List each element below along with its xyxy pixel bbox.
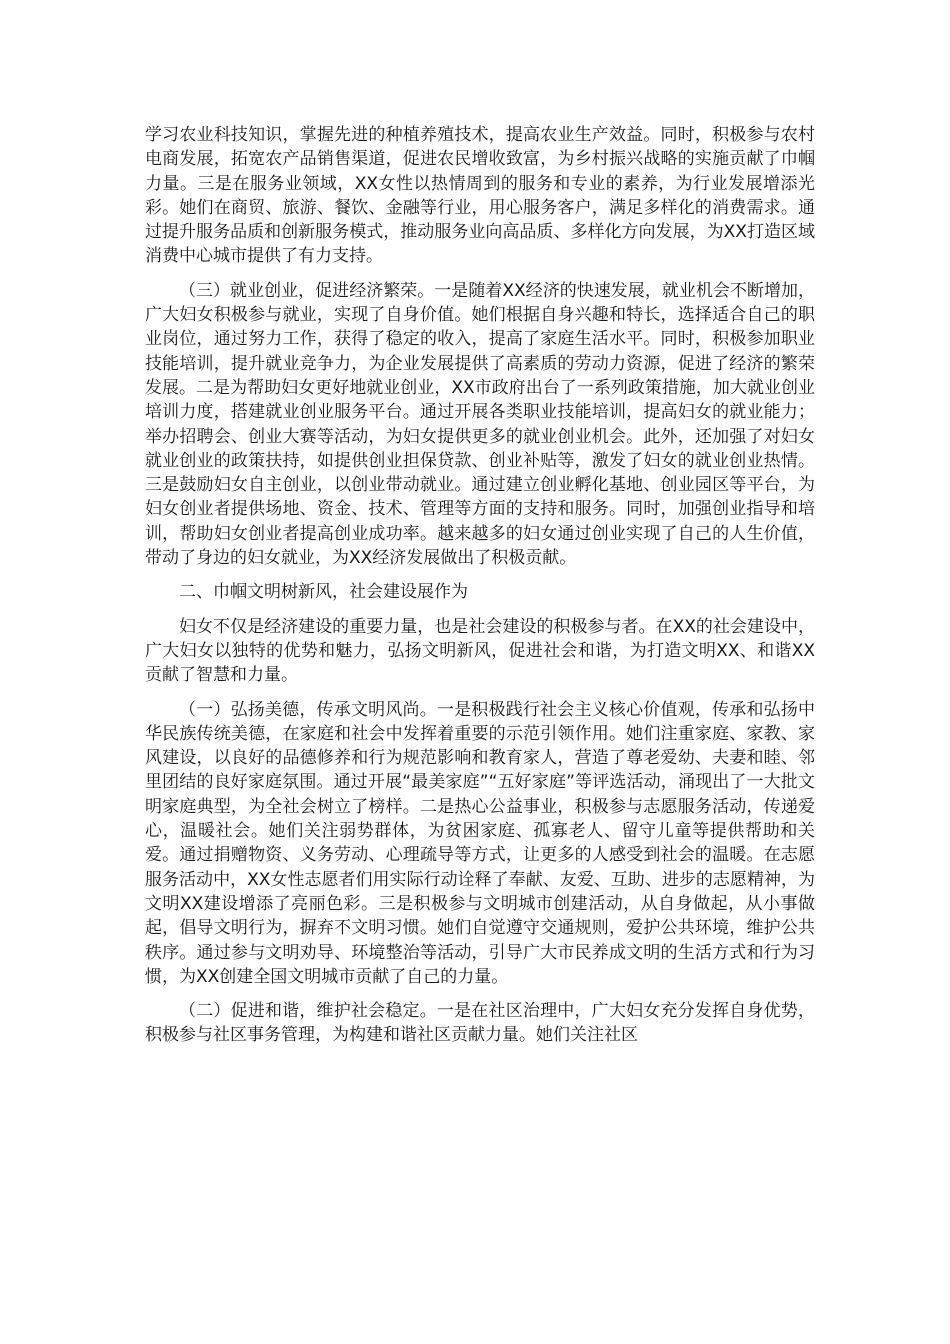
document-page [145,123,815,1058]
paragraph-promote-harmony: （二）促进和谐，维护社会稳定。一是在社区治理中，广大妇女充分发挥自身优势，积极参与社区事务管理，为构建和谐社区贡献力量。她们关注社区 [145,1001,815,1046]
section-heading-social-construction: 二、巾帼文明树新风，社会建设展作为 [179,582,468,603]
paragraph-section-intro: 妇女不仅是经济建设的重要力量，也是社会建设的积极参与者。在XX的社会建设中，广大妇女以独特的优势和魅力，弘扬文明新风，促进社会和谐，为打造文明XX、和谐XX贡献了智慧和力量。 [145,616,815,686]
paragraph-agriculture-service: 学习农业科技知识，掌握先进的种植养殖技术，提高农业生产效益。同时，积极参与农村电商发展，拓宽农产品销售渠道，促进农民增收致富，为乡村振兴战略的实施贡献了巾帼力量。三是在服务业领域，XX女性以热情周到的服务和专业的素养，为行业发展增添光彩。她们在商贸、旅游、餐饮、金融等行业，用心服务客户，满足多样化的消费需求。通过提升服务品质和创新服务模式，推动服务业向高品质、多样化方向发展，为XX打造区域消费中心城市提供了有力支持。 [145,125,815,267]
paragraph-promote-virtue: （一）弘扬美德，传承文明风尚。一是积极践行社会主义核心价值观，传承和弘扬中华民族传统美德，在家庭和社会中发挥着重要的示范引领作用。她们注重家庭、家教、家风建设，以良好的品德修养和行为规范影响和教育家人，营造了尊老爱幼、夫妻和睦、邻里团结的良好家庭氛围。通过开展“最美家庭”“五好家庭”等评选活动，涌现出了一大批文明家庭典型，为全社会树立了榜样。二是热心公益事业，积极参与志愿服务活动，传递爱心，温暖社会。她们关注弱势群体，为贫困家庭、孤寡老人、留守儿童等提供帮助和关爱。通过捐赠物资、义务劳动、心理疏导等方式，让更多的人感受到社会的温暖。在志愿服务活动中，XX女性志愿者们用实际行动诠释了奉献、友爱、互助、进步的志愿精神，为文明XX建设增添了亮丽色彩。三是积极参与文明城市创建活动，从自身做起，从小事做起，倡导文明行为，摒弃不文明习惯。她们自觉遵守交通规则，爱护公共环境，维护公共秩序。通过参与文明劝导、环境整治等活动，引导广大市民养成文明的生活方式和行为习惯，为XX创建全国文明城市贡献了自己的力量。 [145,699,815,987]
paragraph-employment-entrepreneurship: （三）就业创业，促进经济繁荣。一是随着XX经济的快速发展，就业机会不断增加，广大妇女积极参与就业，实现了自身价值。她们根据自身兴趣和特长，选择适合自己的职业岗位，通过努力工作，获得了稳定的收入，提高了家庭生活水平。同时，积极参加职业技能培训，提升就业竞争力，为企业发展提供了高素质的劳动力资源，促进了经济的繁荣发展。二是为帮助妇女更好地就业创业，XX市政府出台了一系列政策措施，加大就业创业培训力度，搭建就业创业服务平台。通过开展各类职业技能培训，提高妇女的就业能力；举办招聘会、创业大赛等活动，为妇女提供更多的就业创业机会。此外，还加强了对妇女就业创业的政策扶持，如提供创业担保贷款、创业补贴等，激发了妇女的就业创业热情。三是鼓励妇女自主创业，以创业带动就业。通过建立创业孵化基地、创业园区等平台，为妇女创业者提供场地、资金、技术、管理等方面的支持和服务。同时，加强创业指导和培训，帮助妇女创业者提高创业成功率。越来越多的妇女通过创业实现了自己的人生价值，带动了身边的妇女就业，为XX经济发展做出了积极贡献。 [145,280,815,569]
